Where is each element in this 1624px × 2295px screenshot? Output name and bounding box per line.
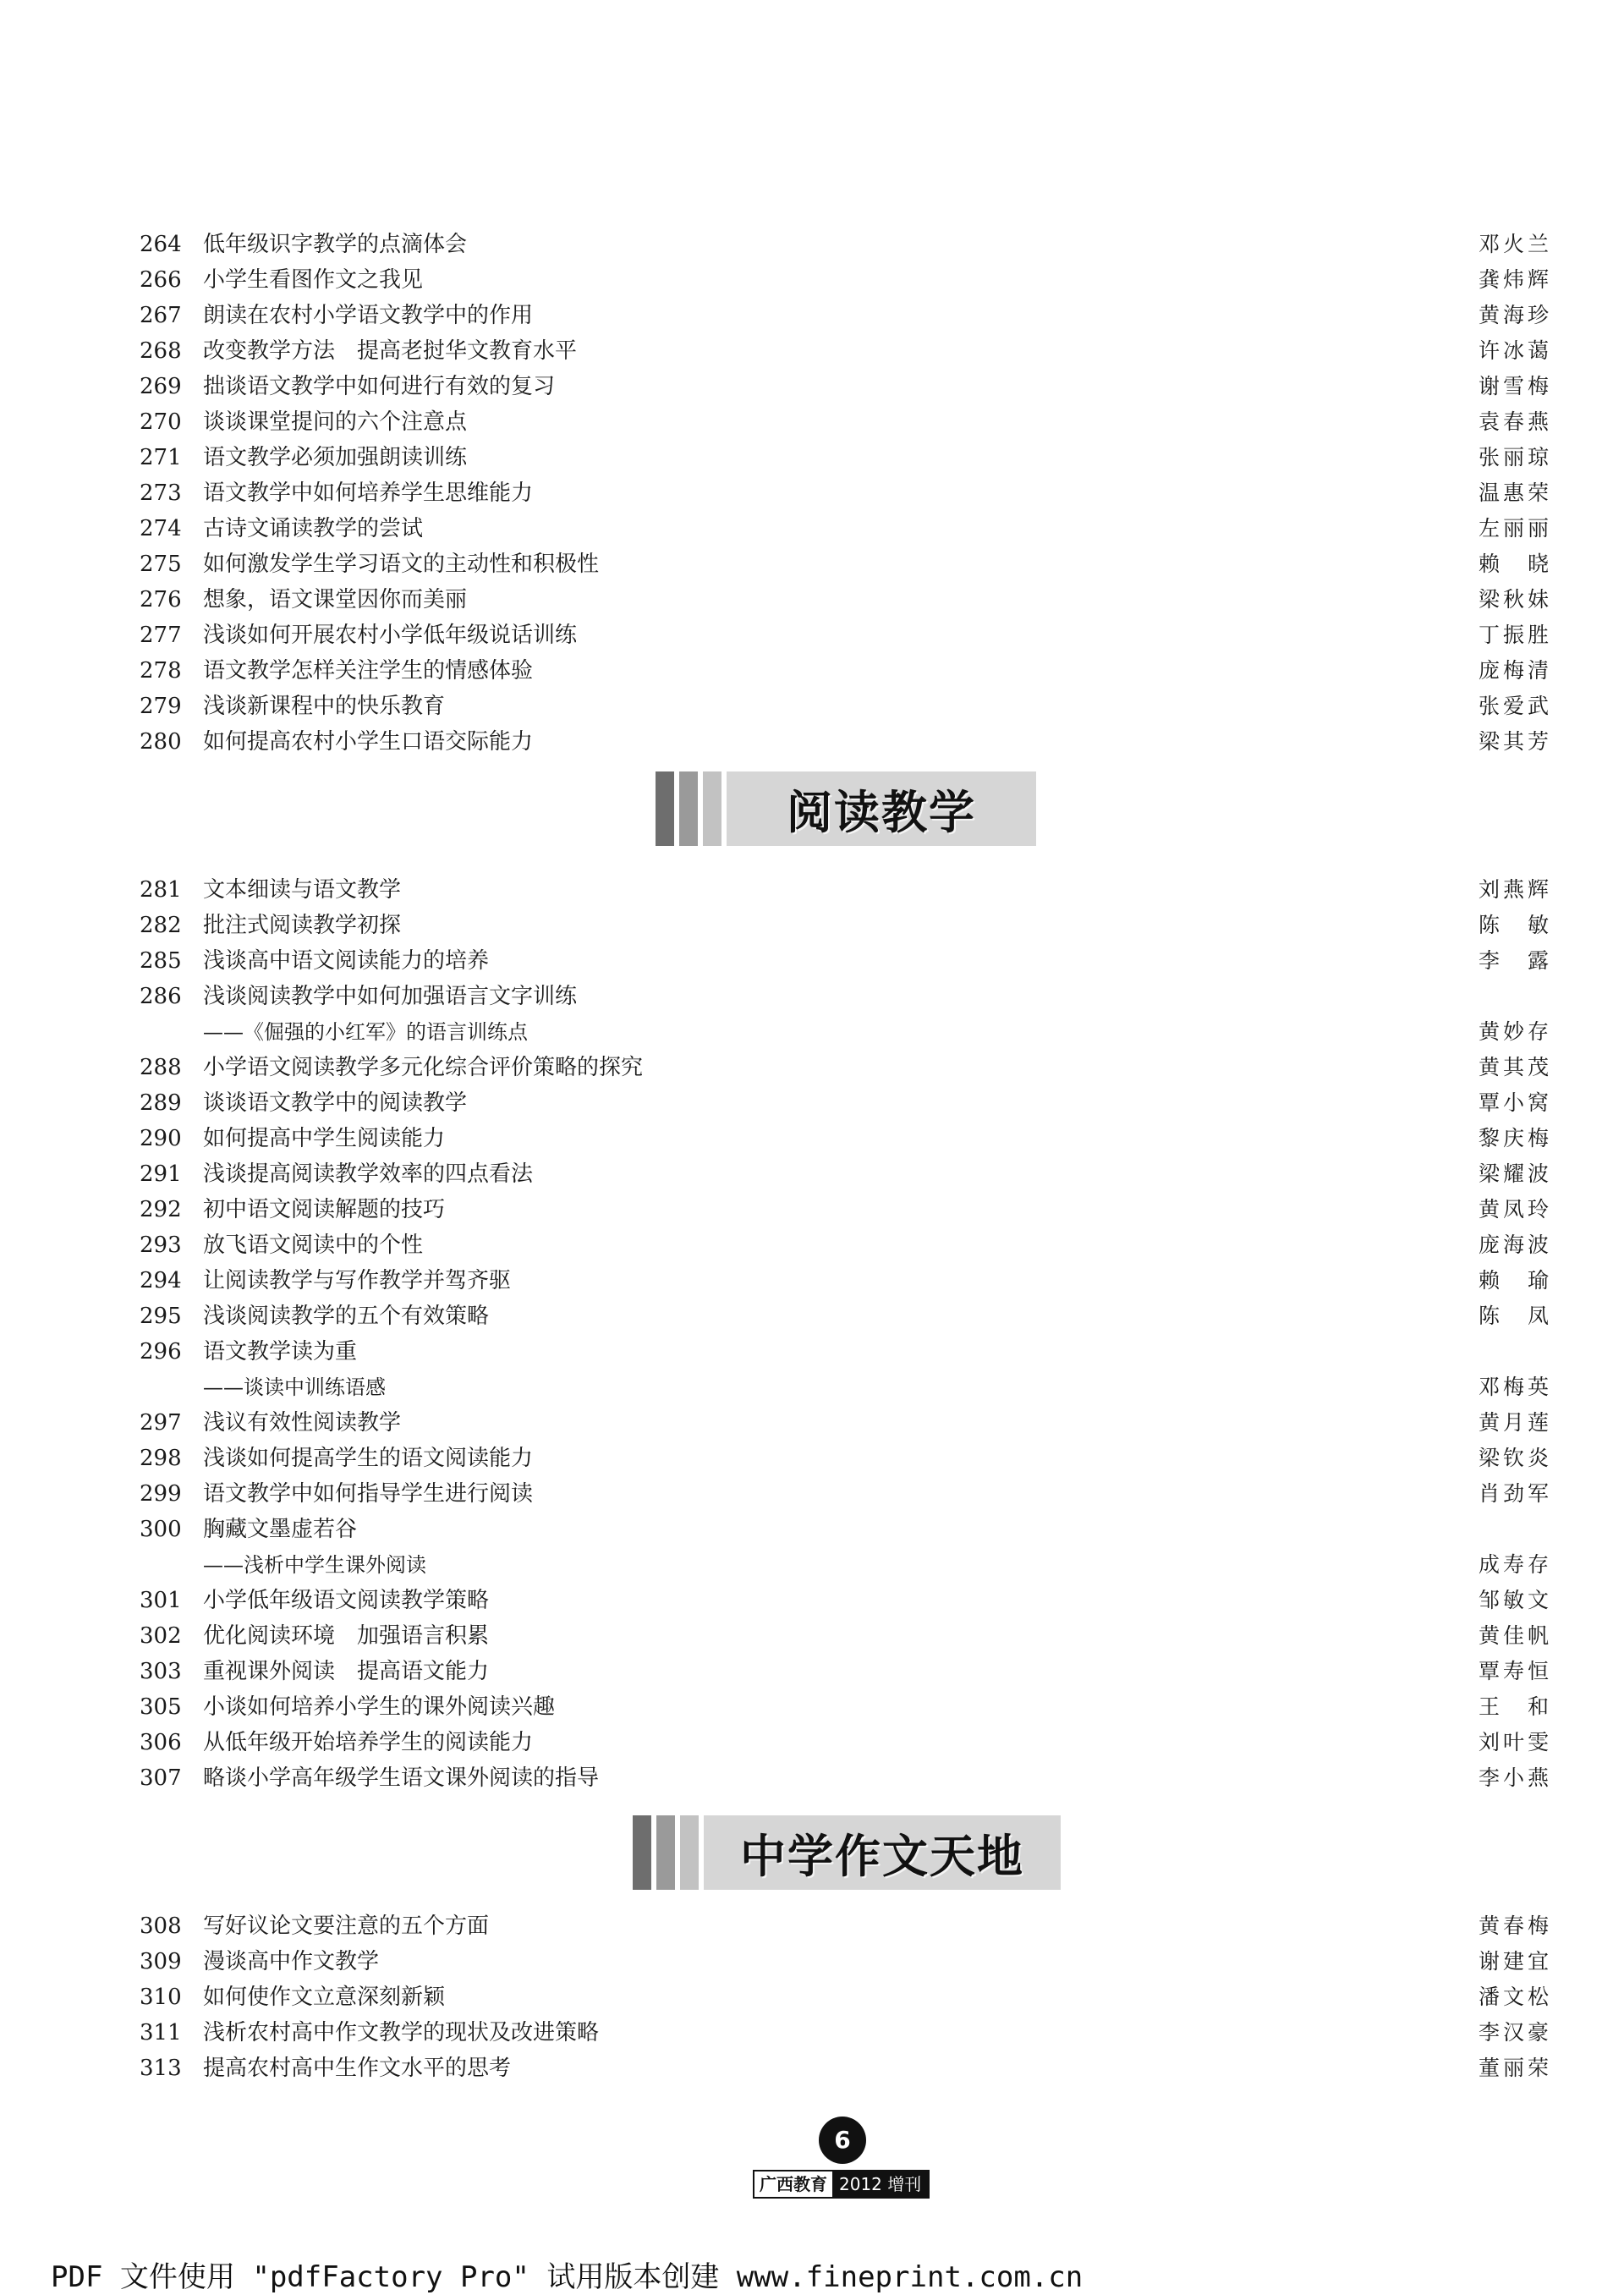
toc-entry xyxy=(140,1476,1552,1512)
journal-label xyxy=(753,2170,930,2199)
article-author: 黎庆梅 xyxy=(1478,1126,1552,1150)
toc-entry xyxy=(140,724,1552,760)
page-ref: 297 xyxy=(140,1410,182,1436)
section-heading-reading: 阅读教学 xyxy=(727,771,1036,846)
article-author: 龚炜辉 xyxy=(1478,267,1552,292)
article-title: 写好议论文要注意的五个方面 xyxy=(203,1913,490,1939)
article-author: 梁其芳 xyxy=(1478,729,1552,754)
page-ref: 279 xyxy=(140,694,182,719)
article-title: 浅谈阅读教学中如何加强语言文字训练 xyxy=(203,984,578,1009)
page-ref: 311 xyxy=(140,2020,182,2045)
toc-entry xyxy=(140,1725,1552,1760)
toc-entry xyxy=(140,1979,1552,2015)
toc-entry xyxy=(140,511,1552,546)
toc-entry xyxy=(140,2051,1552,2086)
article-title: 浅谈新课程中的快乐教育 xyxy=(203,694,446,719)
page-ref: 310 xyxy=(140,1985,182,2010)
toc-entry xyxy=(140,227,1552,262)
toc-entry xyxy=(140,1370,1552,1405)
banner-stripe xyxy=(679,771,698,846)
toc-entry xyxy=(140,1583,1552,1618)
toc-entry xyxy=(140,1298,1552,1334)
article-author: 刘燕辉 xyxy=(1478,877,1552,902)
page-ref: 307 xyxy=(140,1765,182,1791)
page-ref: 264 xyxy=(140,232,182,257)
article-author: 谢雪梅 xyxy=(1478,374,1552,398)
article-title: 如何提高中学生阅读能力 xyxy=(203,1126,446,1151)
article-author: 庞海波 xyxy=(1478,1233,1552,1257)
page-ref: 308 xyxy=(140,1913,182,1939)
article-title: 提高农村高中生作文水平的思考 xyxy=(203,2056,512,2081)
article-author: 覃寿恒 xyxy=(1478,1659,1552,1683)
toc-entry xyxy=(140,404,1552,440)
page-ref: 271 xyxy=(140,445,182,470)
page-ref: 292 xyxy=(140,1197,182,1222)
article-title: 放飞语文阅读中的个性 xyxy=(203,1233,424,1258)
article-subtitle: ——《倔强的小红军》的语言训练点 xyxy=(203,1020,528,1044)
article-author: 刘叶雯 xyxy=(1478,1730,1552,1754)
article-title: 浅议有效性阅读教学 xyxy=(203,1410,402,1436)
article-title: 优化阅读环境 加强语言积累 xyxy=(203,1623,490,1649)
toc-entry xyxy=(140,1618,1552,1654)
toc-entry xyxy=(140,298,1552,333)
article-title: 小学语文阅读教学多元化综合评价策略的探究 xyxy=(203,1055,644,1080)
article-title: 小学低年级语文阅读教学策略 xyxy=(203,1588,490,1613)
article-title: 小谈如何培养小学生的课外阅读兴趣 xyxy=(203,1694,556,1720)
page-ref: 302 xyxy=(140,1623,182,1649)
toc-entry xyxy=(140,1014,1552,1050)
toc-entry xyxy=(140,979,1552,1014)
toc-entry xyxy=(140,546,1552,582)
page-ref: 291 xyxy=(140,1161,182,1187)
article-title: 文本细读与语文教学 xyxy=(203,877,402,903)
page-ref: 289 xyxy=(140,1090,182,1116)
page-ref: 309 xyxy=(140,1949,182,1974)
page-ref: 294 xyxy=(140,1268,182,1293)
toc-entry xyxy=(140,262,1552,298)
article-author: 赖 晓 xyxy=(1478,552,1552,576)
page-ref: 293 xyxy=(140,1233,182,1258)
page-number: 6 xyxy=(819,2117,866,2164)
toc-entry xyxy=(140,1263,1552,1298)
article-author: 潘文松 xyxy=(1478,1985,1552,2009)
article-author: 黄其茂 xyxy=(1478,1055,1552,1079)
toc-entry xyxy=(140,1908,1552,1944)
page-ref: 295 xyxy=(140,1304,182,1329)
page-ref: 299 xyxy=(140,1481,182,1507)
toc-list-part2 xyxy=(140,872,1552,1796)
toc-entry xyxy=(140,618,1552,653)
article-author: 陈 敏 xyxy=(1478,913,1552,937)
article-title: 初中语文阅读解题的技巧 xyxy=(203,1197,446,1222)
page-ref: 277 xyxy=(140,623,182,648)
page-ref: 305 xyxy=(140,1694,182,1720)
toc-entry xyxy=(140,1121,1552,1156)
banner-stripe xyxy=(703,771,721,846)
page-ref: 301 xyxy=(140,1588,182,1613)
article-author: 黄月莲 xyxy=(1478,1410,1552,1435)
article-title: 拙谈语文教学中如何进行有效的复习 xyxy=(203,374,556,399)
article-title: 重视课外阅读 提高语文能力 xyxy=(203,1659,490,1684)
page-ref: 298 xyxy=(140,1446,182,1471)
article-title: 浅谈如何开展农村小学低年级说话训练 xyxy=(203,623,578,648)
article-author: 邓梅英 xyxy=(1478,1375,1552,1399)
article-subtitle: ——浅析中学生课外阅读 xyxy=(203,1553,426,1577)
article-author: 张丽琼 xyxy=(1478,445,1552,469)
article-author: 赖 瑜 xyxy=(1478,1268,1552,1293)
article-author: 张爱武 xyxy=(1478,694,1552,718)
page-ref: 275 xyxy=(140,552,182,577)
article-title: 浅谈如何提高学生的语文阅读能力 xyxy=(203,1446,534,1471)
article-title: 想象，语文课堂因你而美丽 xyxy=(203,587,468,612)
article-author: 邹敏文 xyxy=(1478,1588,1552,1612)
journal-issue: 2012 增刊 xyxy=(832,2171,928,2197)
toc-entry xyxy=(140,1334,1552,1370)
article-author: 黄春梅 xyxy=(1478,1913,1552,1938)
article-author: 肖劲军 xyxy=(1478,1481,1552,1506)
article-title: 小学生看图作文之我见 xyxy=(203,267,424,293)
toc-entry xyxy=(140,475,1552,511)
article-title: 语文教学读为重 xyxy=(203,1339,358,1364)
article-title: 古诗文诵读教学的尝试 xyxy=(203,516,424,541)
toc-entry xyxy=(140,1689,1552,1725)
article-title: 漫谈高中作文教学 xyxy=(203,1949,380,1974)
article-title: 胸藏文墨虚若谷 xyxy=(203,1517,358,1542)
article-author: 袁春燕 xyxy=(1478,409,1552,434)
page-ref: 286 xyxy=(140,984,182,1009)
section-banner-reading xyxy=(656,771,1036,846)
article-title: 如何激发学生学习语文的主动性和积极性 xyxy=(203,552,600,577)
article-author: 庞梅清 xyxy=(1478,658,1552,683)
article-author: 梁耀波 xyxy=(1478,1161,1552,1186)
article-author: 谢建宜 xyxy=(1478,1949,1552,1974)
toc-list-part1 xyxy=(140,227,1552,760)
page-ref: 290 xyxy=(140,1126,182,1151)
article-author: 梁钦炎 xyxy=(1478,1446,1552,1470)
toc-entry xyxy=(140,2015,1552,2051)
article-title: 浅谈提高阅读教学效率的四点看法 xyxy=(203,1161,534,1187)
banner-stripe xyxy=(656,1815,675,1890)
toc-entry xyxy=(140,1050,1552,1085)
article-author: 成寿存 xyxy=(1478,1552,1552,1577)
article-title: 从低年级开始培养学生的阅读能力 xyxy=(203,1730,534,1755)
article-title: 谈谈语文教学中的阅读教学 xyxy=(203,1090,468,1116)
toc-entry xyxy=(140,653,1552,689)
article-author: 黄凤玲 xyxy=(1478,1197,1552,1222)
toc-entry xyxy=(140,1441,1552,1476)
article-author: 温惠荣 xyxy=(1478,480,1552,505)
article-title: 低年级识字教学的点滴体会 xyxy=(203,232,468,257)
article-author: 黄海珍 xyxy=(1478,303,1552,327)
toc-entry xyxy=(140,1944,1552,1979)
banner-stripe xyxy=(680,1815,699,1890)
page-ref: 270 xyxy=(140,409,182,435)
page-ref: 313 xyxy=(140,2056,182,2081)
article-author: 陈 凤 xyxy=(1478,1304,1552,1328)
banner-stripe xyxy=(656,771,674,846)
article-title: 浅谈高中语文阅读能力的培养 xyxy=(203,948,490,974)
toc-entry xyxy=(140,369,1552,404)
article-author: 左丽丽 xyxy=(1478,516,1552,541)
article-title: 朗读在农村小学语文教学中的作用 xyxy=(203,303,534,328)
article-author: 许冰蔼 xyxy=(1478,338,1552,363)
toc-entry xyxy=(140,1654,1552,1689)
article-author: 黄妙存 xyxy=(1478,1019,1552,1044)
section-banner-composition xyxy=(633,1815,1061,1890)
article-author: 邓火兰 xyxy=(1478,232,1552,256)
pdf-footer-note: PDF 文件使用 "pdfFactory Pro" 试用版本创建 www.fineprint.com.cn xyxy=(51,2260,1084,2294)
toc-entry xyxy=(140,582,1552,618)
toc-entry xyxy=(140,1405,1552,1441)
article-title: 如何使作文立意深刻新颖 xyxy=(203,1985,446,2010)
article-title: 语文教学怎样关注学生的情感体验 xyxy=(203,658,534,684)
toc-entry xyxy=(140,440,1552,475)
page-ref: 273 xyxy=(140,480,182,506)
toc-entry xyxy=(140,1547,1552,1583)
article-title: 浅析农村高中作文教学的现状及改进策略 xyxy=(203,2020,600,2045)
page-ref: 274 xyxy=(140,516,182,541)
article-author: 李 露 xyxy=(1478,948,1552,973)
article-author: 王 和 xyxy=(1478,1694,1552,1719)
article-title: 谈谈课堂提问的六个注意点 xyxy=(203,409,468,435)
article-author: 梁秋妹 xyxy=(1478,587,1552,612)
article-author: 李汉豪 xyxy=(1478,2020,1552,2045)
toc-entry xyxy=(140,1192,1552,1227)
page-ref: 306 xyxy=(140,1730,182,1755)
article-subtitle: ——谈读中训练语感 xyxy=(203,1375,386,1399)
page-ref: 281 xyxy=(140,877,182,903)
toc-entry xyxy=(140,1227,1552,1263)
page-ref: 303 xyxy=(140,1659,182,1684)
toc-entry xyxy=(140,1512,1552,1547)
toc-entry xyxy=(140,943,1552,979)
article-author: 覃小窝 xyxy=(1478,1090,1552,1115)
article-author: 董丽荣 xyxy=(1478,2056,1552,2080)
toc-entry xyxy=(140,872,1552,908)
page-ref: 268 xyxy=(140,338,182,364)
page-ref: 296 xyxy=(140,1339,182,1364)
article-title: 语文教学中如何培养学生思维能力 xyxy=(203,480,534,506)
page-ref: 276 xyxy=(140,587,182,612)
toc-list-part3 xyxy=(140,1908,1552,2086)
banner-stripe xyxy=(633,1815,651,1890)
page-ref: 269 xyxy=(140,374,182,399)
toc-entry xyxy=(140,1760,1552,1796)
article-title: 语文教学中如何指导学生进行阅读 xyxy=(203,1481,534,1507)
article-title: 如何提高农村小学生口语交际能力 xyxy=(203,729,534,755)
article-author: 丁振胜 xyxy=(1478,623,1552,647)
article-title: 改变教学方法 提高老挝华文教育水平 xyxy=(203,338,578,364)
toc-entry xyxy=(140,1085,1552,1121)
page-ref: 285 xyxy=(140,948,182,974)
toc-entry xyxy=(140,333,1552,369)
article-title: 让阅读教学与写作教学并驾齐驱 xyxy=(203,1268,512,1293)
page-ref: 282 xyxy=(140,913,182,938)
page-ref: 266 xyxy=(140,267,182,293)
toc-entry xyxy=(140,908,1552,943)
article-author: 黄佳帆 xyxy=(1478,1623,1552,1648)
page-ref: 278 xyxy=(140,658,182,684)
toc-entry xyxy=(140,689,1552,724)
toc-entry xyxy=(140,1156,1552,1192)
journal-name: 广西教育 xyxy=(754,2171,832,2197)
page-ref: 280 xyxy=(140,729,182,755)
page-ref: 267 xyxy=(140,303,182,328)
article-author: 李小燕 xyxy=(1478,1765,1552,1790)
page-ref: 288 xyxy=(140,1055,182,1080)
article-title: 浅谈阅读教学的五个有效策略 xyxy=(203,1304,490,1329)
article-title: 略谈小学高年级学生语文课外阅读的指导 xyxy=(203,1765,600,1791)
page-ref: 300 xyxy=(140,1517,182,1542)
article-title: 批注式阅读教学初探 xyxy=(203,913,402,938)
article-title: 语文教学必须加强朗读训练 xyxy=(203,445,468,470)
section-heading-composition: 中学作文天地 xyxy=(704,1815,1061,1890)
